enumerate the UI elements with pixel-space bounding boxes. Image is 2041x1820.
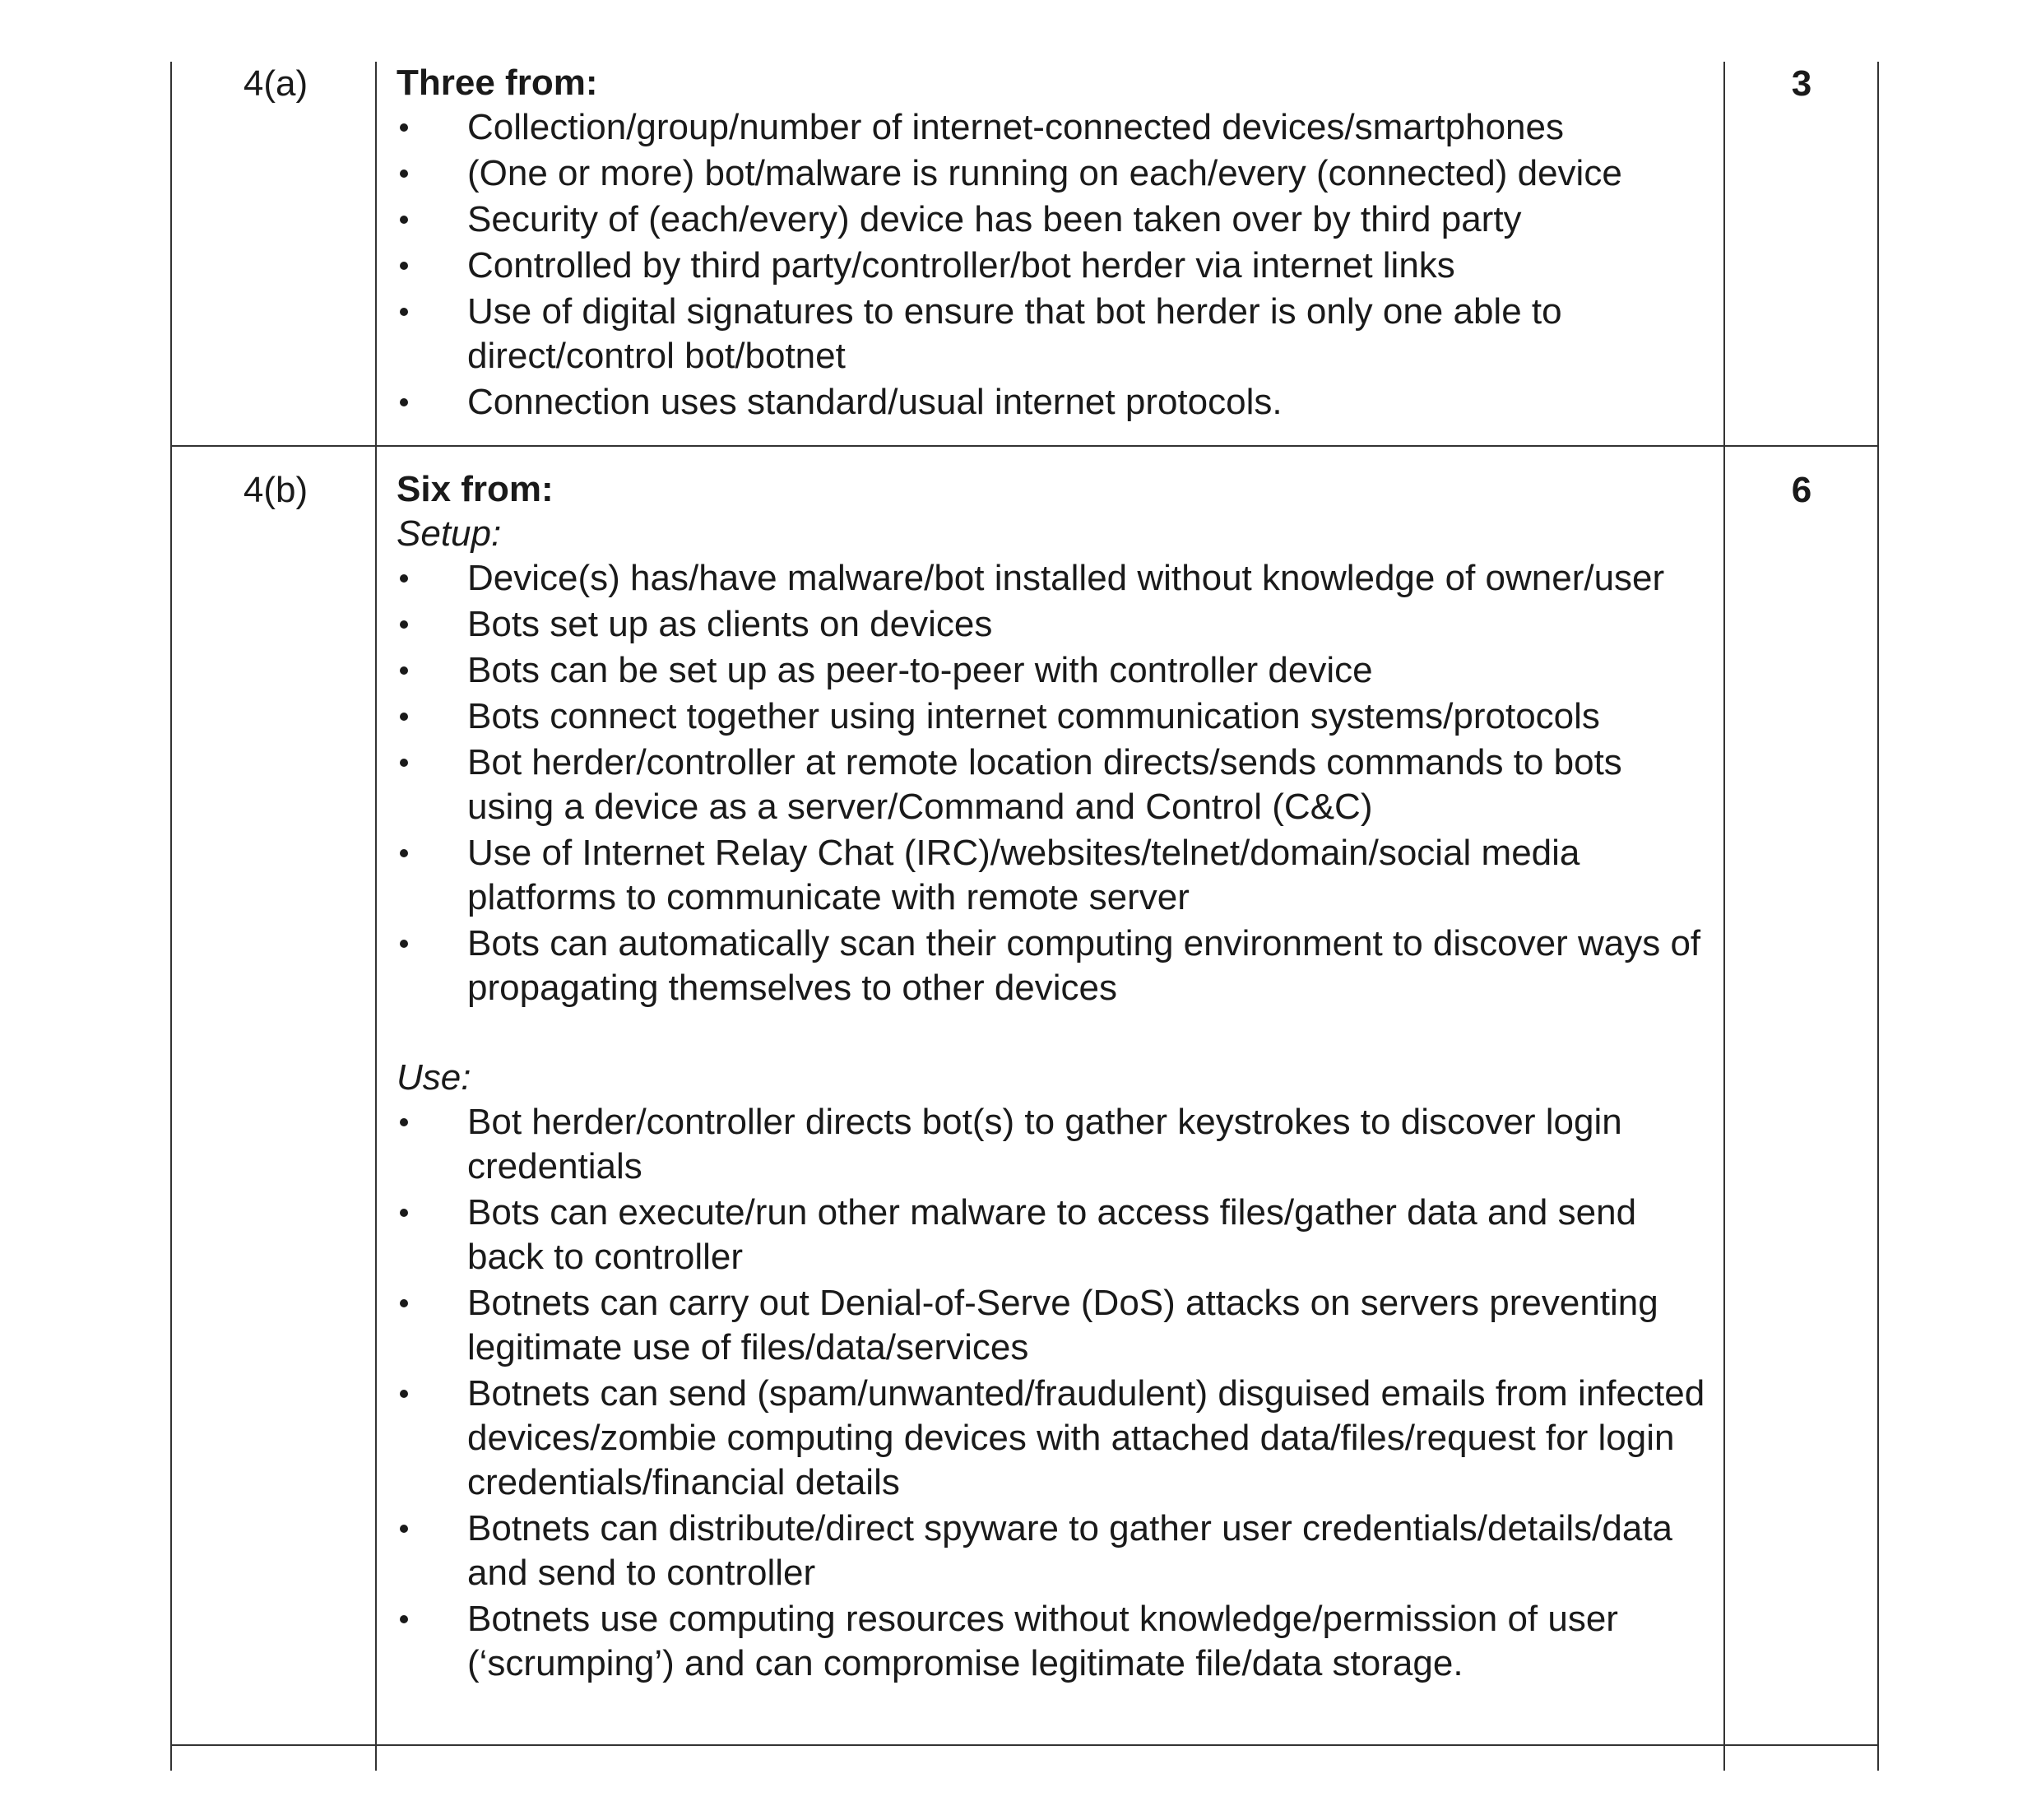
bullet-icon	[400, 574, 408, 583]
use-label: Use:	[397, 1057, 471, 1098]
setup-bullet-list	[397, 556, 1713, 1010]
marks-value: 6	[1791, 470, 1812, 510]
bullet-icon	[400, 1615, 408, 1623]
table-border-right	[1877, 62, 1879, 1771]
bullet-icon	[400, 759, 408, 767]
list-item: Botnets use computing resources without knowledge/permission of user (‘scrumping’) and can compromise legitimate file/data storage.	[397, 1597, 1713, 1686]
answer-cell	[397, 467, 1713, 1688]
list-item: Botnets can send (spam/unwanted/fraudulent) disguised emails from infected devices/zombie computing devices with attached data/files/request for login credentials/financial details	[397, 1372, 1713, 1505]
list-item: Botnets can distribute/direct spyware to gather user credentials/details/data and send to controller	[397, 1507, 1713, 1595]
bullet-icon	[400, 262, 408, 270]
list-item: (One or more) bot/malware is running on each/every (connected) device	[397, 151, 1713, 196]
bullet-icon	[400, 620, 408, 629]
use-bullet-list	[397, 1100, 1713, 1686]
question-number: 4(a)	[243, 63, 308, 104]
bullet-icon	[400, 1525, 408, 1533]
column-divider-question	[375, 62, 377, 1771]
list-item: Bots can be set up as peer-to-peer with controller device	[397, 648, 1713, 693]
bullet-icon	[400, 169, 408, 178]
bullet-icon	[400, 1390, 408, 1398]
bullet-icon	[400, 1118, 408, 1126]
bullet-icon	[400, 849, 408, 857]
marks-value: 3	[1791, 63, 1812, 104]
bullet-icon	[400, 308, 408, 316]
bullet-icon	[400, 1209, 408, 1217]
answer-cell	[397, 61, 1713, 426]
setup-label: Setup:	[397, 513, 502, 554]
bullet-icon	[400, 1299, 408, 1307]
answer-heading: Three from:	[397, 63, 598, 103]
answer-bullet-list	[397, 105, 1713, 425]
list-item: Collection/group/number of internet-connected devices/smartphones	[397, 105, 1713, 150]
row-divider	[170, 445, 1877, 447]
list-item: Device(s) has/have malware/bot installed without knowledge of owner/user	[397, 556, 1713, 601]
list-item: Use of Internet Relay Chat (IRC)/websites/telnet/domain/social media platforms to communicate with remote server	[397, 831, 1713, 920]
list-item: Bots can execute/run other malware to access files/gather data and send back to controller	[397, 1191, 1713, 1279]
list-item: Bots set up as clients on devices	[397, 602, 1713, 647]
row-divider-bottom	[170, 1744, 1877, 1746]
table-border-left	[170, 62, 172, 1771]
question-number: 4(b)	[243, 470, 308, 510]
list-item: Bots connect together using internet communication systems/protocols	[397, 694, 1713, 739]
bullet-icon	[400, 216, 408, 224]
list-item: Connection uses standard/usual internet protocols.	[397, 380, 1713, 425]
bullet-icon	[400, 398, 408, 406]
list-item: Botnets can carry out Denial-of-Serve (DoS) attacks on servers preventing legitimate use of files/data/services	[397, 1281, 1713, 1370]
list-item: Security of (each/every) device has been taken over by third party	[397, 197, 1713, 242]
bullet-icon	[400, 940, 408, 948]
answer-heading: Six from:	[397, 469, 554, 509]
list-item: Bots can automatically scan their computing environment to discover ways of propagating themselves to other devices	[397, 922, 1713, 1010]
list-item: Bot herder/controller directs bot(s) to gather keystrokes to discover login credentials	[397, 1100, 1713, 1189]
bullet-icon	[400, 666, 408, 675]
list-item: Bot herder/controller at remote location directs/sends commands to bots using a device as a server/Command and Control (C&C)	[397, 741, 1713, 829]
bullet-icon	[400, 713, 408, 721]
list-item: Use of digital signatures to ensure that bot herder is only one able to direct/control bot/botnet	[397, 290, 1713, 378]
column-divider-answer	[1723, 62, 1725, 1771]
bullet-icon	[400, 123, 408, 132]
list-item: Controlled by third party/controller/bot herder via internet links	[397, 244, 1713, 288]
